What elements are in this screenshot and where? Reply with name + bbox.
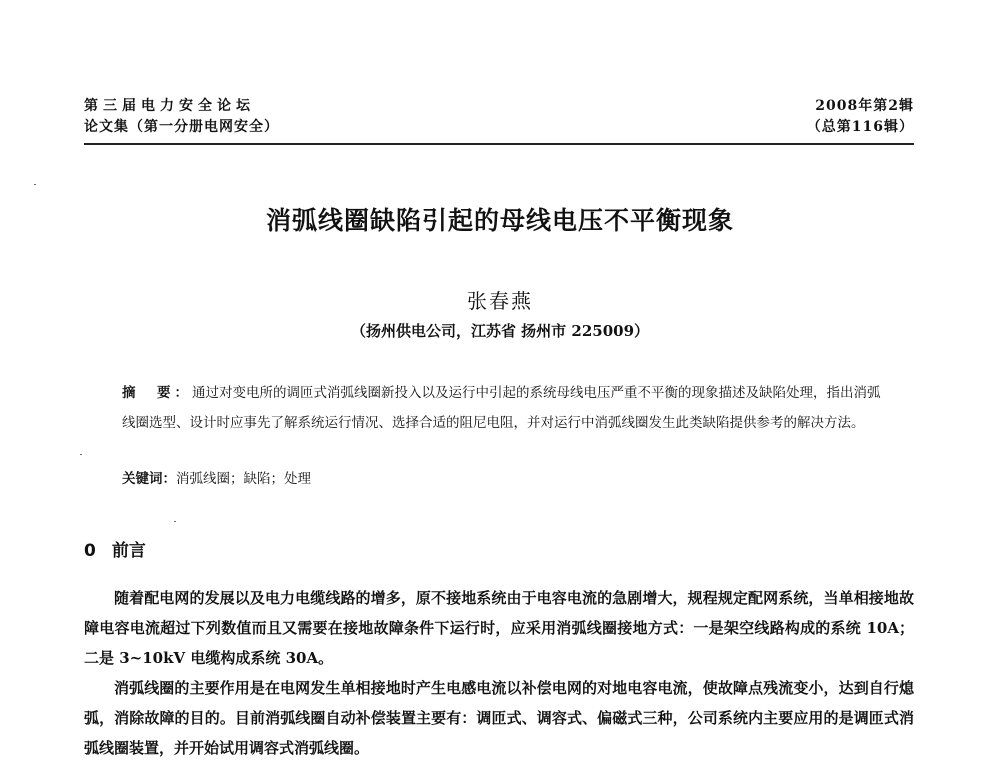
running-header	[84, 96, 914, 144]
section-heading	[84, 538, 146, 564]
author-affiliation: （扬州供电公司，江苏省 扬州市 225009）	[350, 322, 650, 340]
scan-speck	[34, 184, 36, 185]
proceedings-volume-title: 论文集（第一分册电网安全）	[84, 119, 279, 135]
scan-speck	[80, 454, 82, 455]
paper-title: 消弧线圈缺陷引起的母线电压不平衡现象	[265, 206, 734, 235]
keywords	[122, 466, 892, 492]
forum-series-title: 第三届电力安全论坛	[84, 98, 255, 114]
section-number: 0	[84, 541, 96, 561]
keywords-label: 关键词：	[122, 471, 176, 487]
header-left	[84, 96, 279, 138]
body-paragraph: 随着配电网的发展以及电力电缆线路的增多，原不接地系统由于电容电流的急剧增大，规程规定配网系统，当单相接地故障电容电流超过下列数值而且又需要在接地故障条件下运行时，应采用消弧线圈接地方式：一是架空线路构成的系统 10A；二是 3~10kV 电缆构成系统 30A。	[84, 589, 914, 667]
body-paragraph: 消弧线圈的主要作用是在电网发生单相接地时产生电感电流以补偿电网的对地电容电流，使故障点残流变小，达到自行熄弧，消除故障的目的。目前消弧线圈自动补偿装置主要有：调匝式、调容式、偏磁式三种，公司系统内主要应用的是调匝式消弧线圈装置，并开始试用调容式消弧线圈。	[84, 679, 914, 757]
abstract-label: 摘 要：	[122, 385, 192, 401]
header-rule	[84, 143, 914, 145]
section-title: 前言	[111, 541, 146, 561]
scan-speck	[174, 521, 176, 522]
author-name: 张春燕	[467, 289, 533, 313]
issue-total-number: （总第116辑）	[806, 119, 914, 135]
header-right	[807, 96, 914, 138]
abstract	[122, 378, 892, 438]
keywords-text: 消弧线圈；缺陷；处理	[176, 471, 311, 487]
issue-number: 2008年第2辑	[815, 98, 914, 114]
abstract-text: 通过对变电所的调匝式消弧线圈新投入以及运行中引起的系统母线电压严重不平衡的现象描述及缺陷处理，指出消弧线圈选型、设计时应事先了解系统运行情况、选择合适的阻尼电阻，并对运行中消弧线圈发生此类缺陷提供参考的解决方法。	[122, 385, 881, 431]
body-text	[84, 583, 914, 763]
